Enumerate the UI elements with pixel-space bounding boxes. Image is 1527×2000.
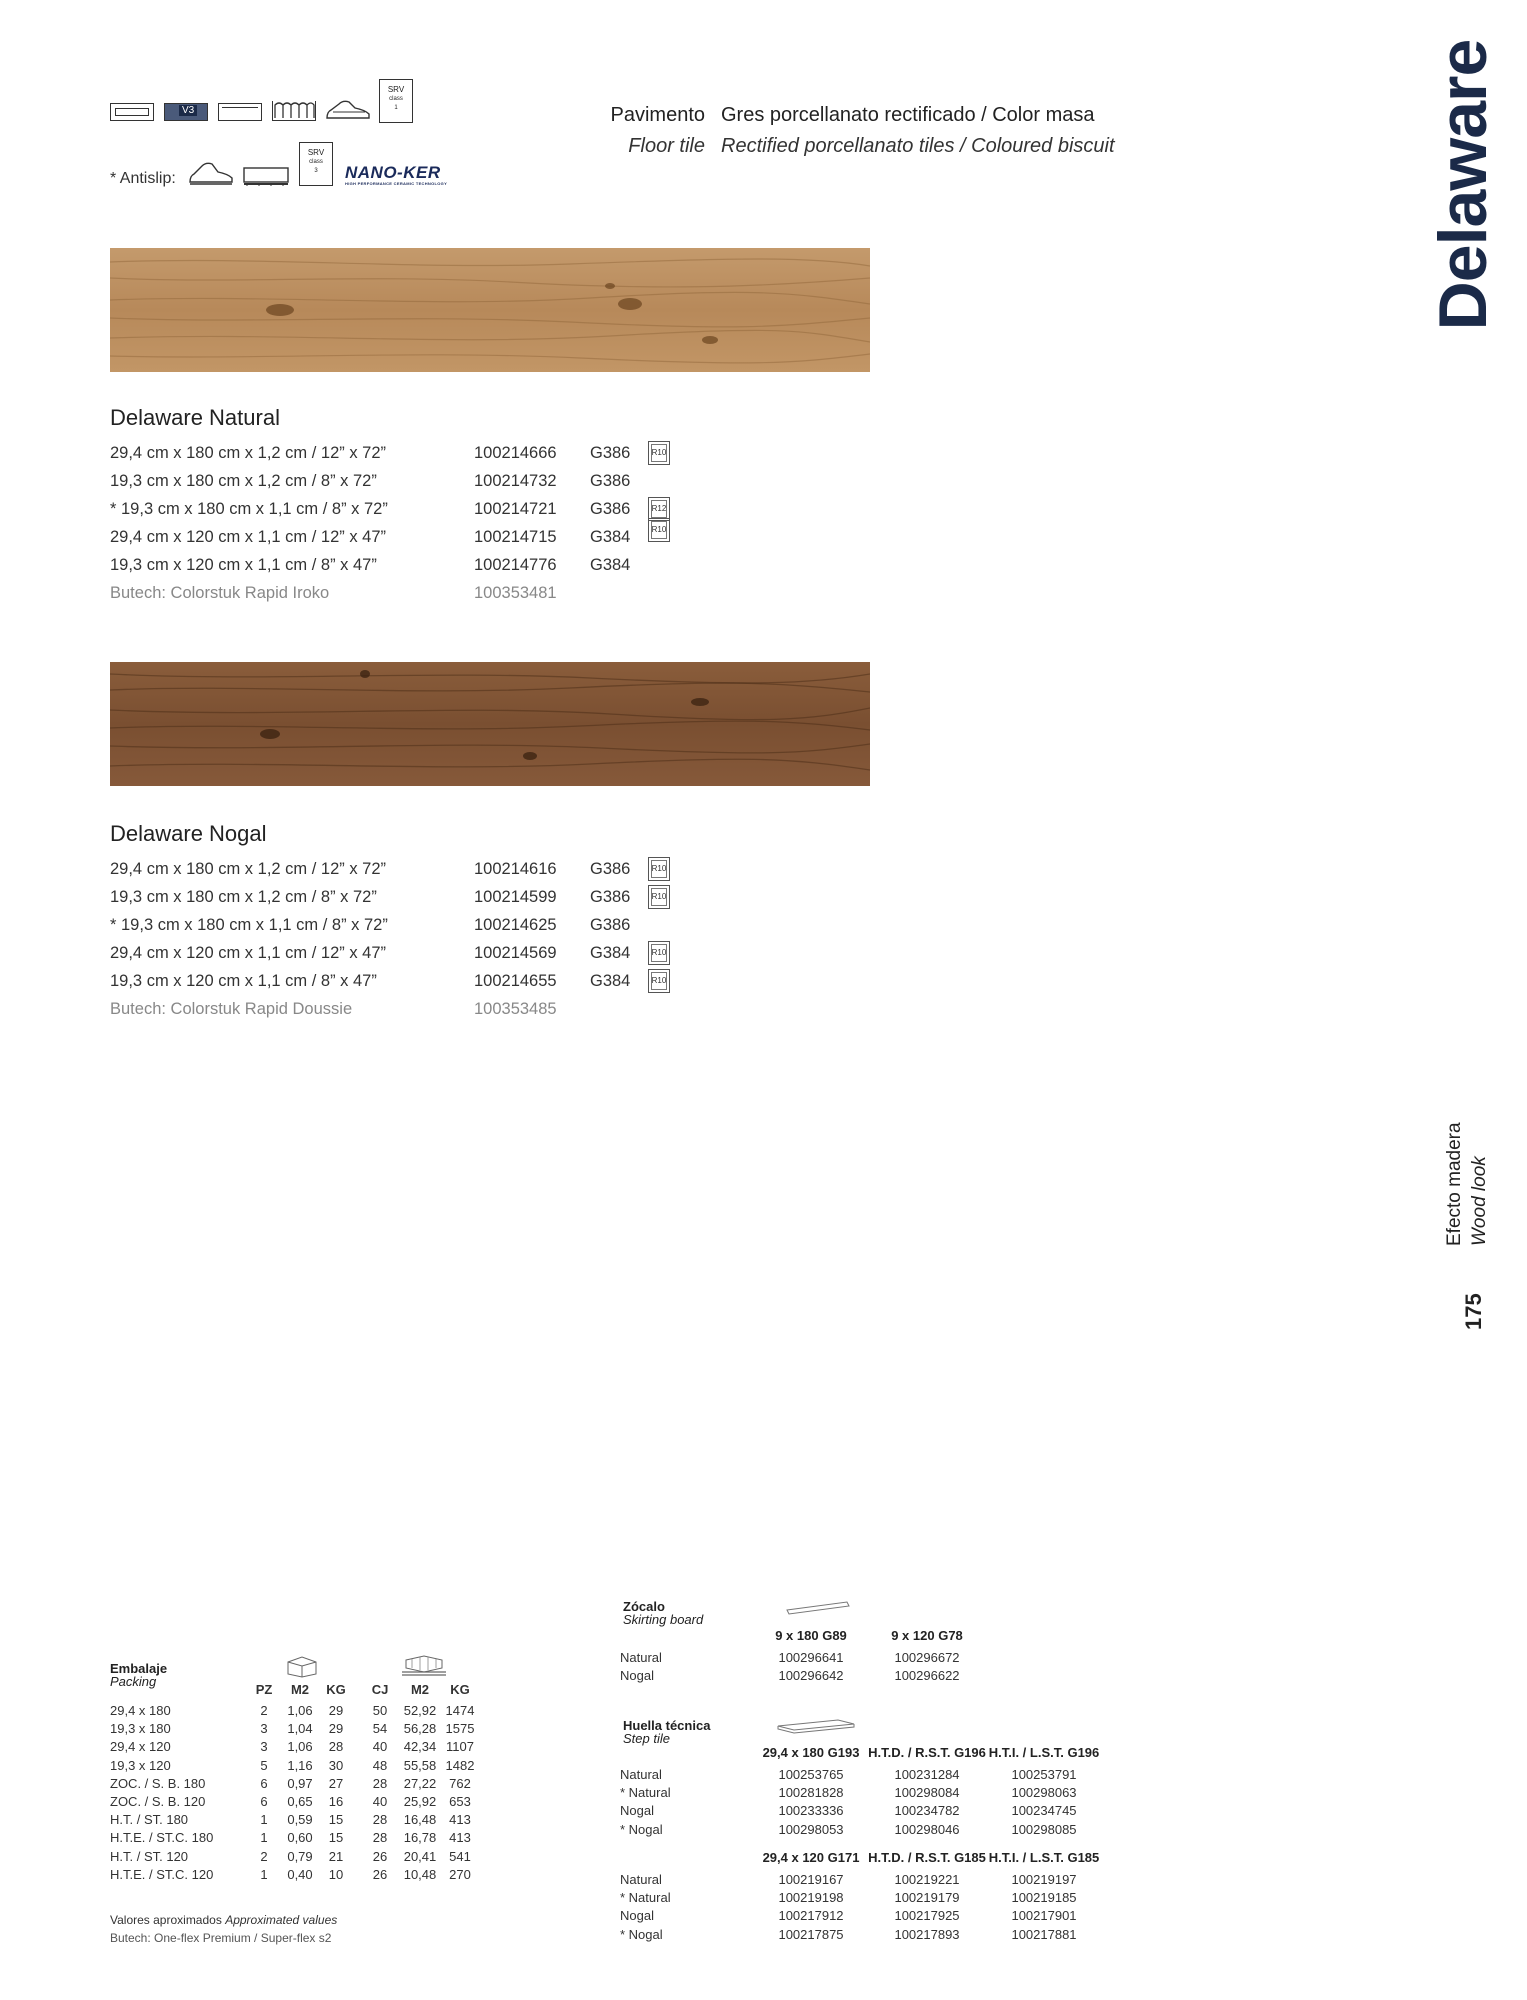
packing-cell: 21 [328,1848,344,1864]
page-number: 175 [1461,1293,1486,1330]
nanoker-logo: NANO-KER HIGH PERFORMANCE CERAMIC TECHNOLOGY [345,163,448,186]
step-row-label: Nogal [620,1803,654,1819]
floor-type-en: Floor tile [628,135,705,157]
approx-note: Valores aproximados Approximated values [110,1913,338,1927]
packing-butech: Butech: One-flex Premium / Super-flex s2 [110,1931,332,1945]
skirting-col-header: 9 x 120 G78 [891,1628,963,1643]
step-cell: 100298063 [1011,1785,1077,1801]
packing-cell: 28 [372,1775,388,1791]
packing-cell: 5 [260,1757,268,1773]
step-cell: 100217925 [894,1908,960,1924]
packing-size: H.T. / ST. 120 [110,1848,189,1864]
step-col-header: H.T.D. / R.S.T. G196 [868,1745,986,1760]
packing-cell: 30 [328,1757,344,1773]
variation-v3-icon: V3 [164,103,208,121]
packing-cell: 40 [372,1794,388,1809]
step-cell: 100217875 [778,1926,844,1942]
step-row-label: * Natural [620,1785,671,1801]
category-en: Wood look [1469,1156,1490,1246]
floor-desc-en: Rectified porcellanato tiles / Coloured biscuit [721,135,1115,157]
slip-rating-badge: R10 [648,857,670,881]
packing-cell: 0,65 [287,1794,313,1809]
step-tile-icon [776,1718,856,1739]
packing-cell: 27,22 [403,1775,437,1791]
packing-cell: 1 [260,1830,268,1846]
skirting-cell: 100296641 [778,1650,844,1665]
step-cell: 100219221 [894,1872,960,1887]
packing-cell: 29 [328,1703,344,1718]
packing-cell: 16 [328,1794,344,1809]
packing-cell: 2 [260,1703,268,1718]
step-cell: 100219197 [1011,1872,1077,1887]
packing-col-header: CJ [371,1682,389,1697]
antislip-label: * Antislip: [110,170,176,187]
packing-cell: 1107 [446,1739,474,1755]
step-cell: 100298053 [778,1821,844,1837]
wood-planks-icon [272,101,316,121]
slip-rating-badge: R10 [648,441,670,465]
step-row-label: Natural [620,1767,662,1782]
packing-cell: 0,97 [287,1775,313,1791]
shoe-traffic-icon [325,96,371,122]
outdoor-tile-icon [243,166,289,186]
step-title: Huella técnica Step tile [623,1718,711,1746]
packing-cell: 0,59 [287,1812,313,1828]
skirting-row-label: Natural [620,1650,662,1665]
packing-cell: 15 [328,1830,344,1846]
packing-cell: 1575 [445,1721,475,1737]
rectified-edge-icon [110,103,154,121]
packing-title: Embalaje Packing [110,1661,168,1689]
step-row-label: * Natural [620,1890,671,1906]
step-cell: 100217893 [894,1926,960,1942]
antislip-shoe-icon [188,158,234,186]
packing-col-header: M2 [290,1682,310,1697]
skirting-cell: 100296642 [778,1668,844,1683]
packing-cell: 28 [372,1812,388,1828]
skirting-title: Zócalo Skirting board [623,1599,704,1627]
step-row-label: Nogal [620,1908,654,1924]
packing-cell: 653 [449,1794,471,1809]
packing-col-header: KG [326,1682,346,1697]
product-title-natural: Delaware Natural [110,405,280,430]
step-cell: 100231284 [894,1767,960,1782]
packing-cell: 541 [449,1848,471,1864]
packing-cell: 25,92 [403,1794,437,1809]
step-cell: 100217881 [1011,1926,1077,1942]
packing-cell: 26 [372,1848,388,1864]
floor-type-es: Pavimento [610,104,705,126]
packing-size: 19,3 x 180 [110,1721,171,1737]
packing-col-header: PZ [255,1682,273,1697]
packing-cell: 16,48 [403,1812,437,1828]
packing-cell: 413 [449,1830,471,1846]
slip-rating-badge: R10 [648,941,670,965]
packing-cell: 0,60 [287,1830,313,1846]
step-cell: 100217912 [778,1908,844,1924]
packing-cell: 270 [449,1866,471,1882]
slip-rating-badge: R12 [648,497,670,521]
packing-cell: 0,40 [287,1866,313,1882]
packing-cell: 28 [328,1739,344,1755]
pallet-icon [400,1654,448,1683]
step-col-header: 29,4 x 180 G193 [762,1745,860,1760]
slip-rating-badge: R10 [648,518,670,542]
packing-cell: 28 [372,1830,388,1846]
srv-class1-badge: SRV class 1 [379,79,413,123]
collection-title: Delaware [1425,39,1501,331]
step-col-header: H.T.I. / L.S.T. G185 [988,1850,1100,1865]
packing-cell: 52,92 [403,1703,437,1718]
step-row-label: * Nogal [620,1821,663,1837]
packing-cell: 26 [372,1866,388,1882]
skirting-cell: 100296622 [894,1668,960,1683]
packing-cell: 1474 [445,1703,475,1718]
packing-size: 19,3 x 120 [110,1757,171,1773]
step-cell: 100219179 [894,1890,960,1906]
packing-cell: 1,16 [287,1757,313,1773]
packing-cell: 1,06 [287,1703,313,1718]
packing-size: H.T.E. / ST.C. 120 [110,1866,214,1882]
srv-class3-badge: SRV class 3 [299,142,333,186]
wood-swatch-nogal [110,662,870,786]
slip-rating-badge: R10 [648,969,670,993]
packing-cell: 3 [260,1721,268,1737]
packing-cell: 54 [372,1721,388,1737]
tile-thickness-icon [218,103,262,121]
packing-cell: 40 [372,1739,388,1755]
skirting-icon [785,1600,851,1621]
step-col-header: H.T.I. / L.S.T. G196 [988,1745,1100,1760]
packing-cell: 1,06 [287,1739,313,1755]
step-cell: 100233336 [778,1803,844,1819]
step-cell: 100298046 [894,1821,960,1837]
packing-cell: 3 [260,1739,268,1755]
step-row-label: * Nogal [620,1926,663,1942]
skirting-col-header: 9 x 180 G89 [775,1628,847,1643]
packing-cell: 27 [328,1775,344,1791]
packing-cell: 16,78 [403,1830,437,1846]
packing-cell: 413 [449,1812,471,1828]
packing-cell: 15 [328,1812,344,1828]
product-title-nogal: Delaware Nogal [110,821,267,846]
packing-cell: 762 [449,1775,471,1791]
step-cell: 100298084 [894,1785,960,1801]
floor-desc-es: Gres porcellanato rectificado / Color masa [721,104,1095,126]
step-col-header: 29,4 x 120 G171 [762,1850,860,1865]
packing-cell: 55,58 [403,1757,437,1773]
skirting-cell: 100296672 [894,1650,960,1665]
step-col-header: H.T.D. / R.S.T. G185 [868,1850,986,1865]
step-row-label: Natural [620,1872,662,1887]
wood-swatch-natural [110,248,870,372]
packing-cell: 48 [372,1757,388,1773]
packing-cell: 1 [260,1812,268,1828]
packing-cell: 1482 [445,1757,475,1773]
step-cell: 100217901 [1011,1908,1077,1924]
category-es: Efecto madera [1444,1122,1465,1246]
step-cell: 100281828 [778,1785,844,1801]
packing-cell: 29 [328,1721,344,1737]
packing-cell: 6 [260,1794,268,1809]
packing-size: ZOC. / S. B. 180 [110,1775,206,1791]
packing-size: ZOC. / S. B. 120 [110,1794,206,1809]
packing-size: H.T.E. / ST.C. 180 [110,1830,214,1846]
step-cell: 100298085 [1011,1821,1077,1837]
step-cell: 100253791 [1011,1767,1077,1782]
packing-cell: 20,41 [403,1848,437,1864]
packing-cell: 56,28 [403,1721,437,1737]
packing-cell: 6 [260,1775,268,1791]
packing-col-header: KG [450,1682,470,1697]
packing-cell: 0,79 [287,1848,313,1864]
step-cell: 100234745 [1011,1803,1077,1819]
packing-col-header: M2 [410,1682,430,1697]
step-cell: 100253765 [778,1767,844,1782]
box-icon [285,1654,319,1683]
packing-cell: 10 [328,1866,344,1882]
step-cell: 100219185 [1011,1890,1077,1906]
packing-cell: 42,34 [403,1739,437,1755]
packing-cell: 10,48 [403,1866,437,1882]
packing-cell: 50 [372,1703,388,1718]
packing-cell: 1 [260,1866,268,1882]
packing-size: 29,4 x 180 [110,1703,171,1718]
packing-size: 29,4 x 120 [110,1739,171,1755]
skirting-row-label: Nogal [620,1668,654,1683]
packing-size: H.T. / ST. 180 [110,1812,189,1828]
packing-cell: 1,04 [287,1721,313,1737]
step-cell: 100234782 [894,1803,960,1819]
step-cell: 100219198 [778,1890,844,1906]
packing-cell: 2 [260,1848,268,1864]
slip-rating-badge: R10 [648,885,670,909]
step-cell: 100219167 [778,1872,844,1887]
